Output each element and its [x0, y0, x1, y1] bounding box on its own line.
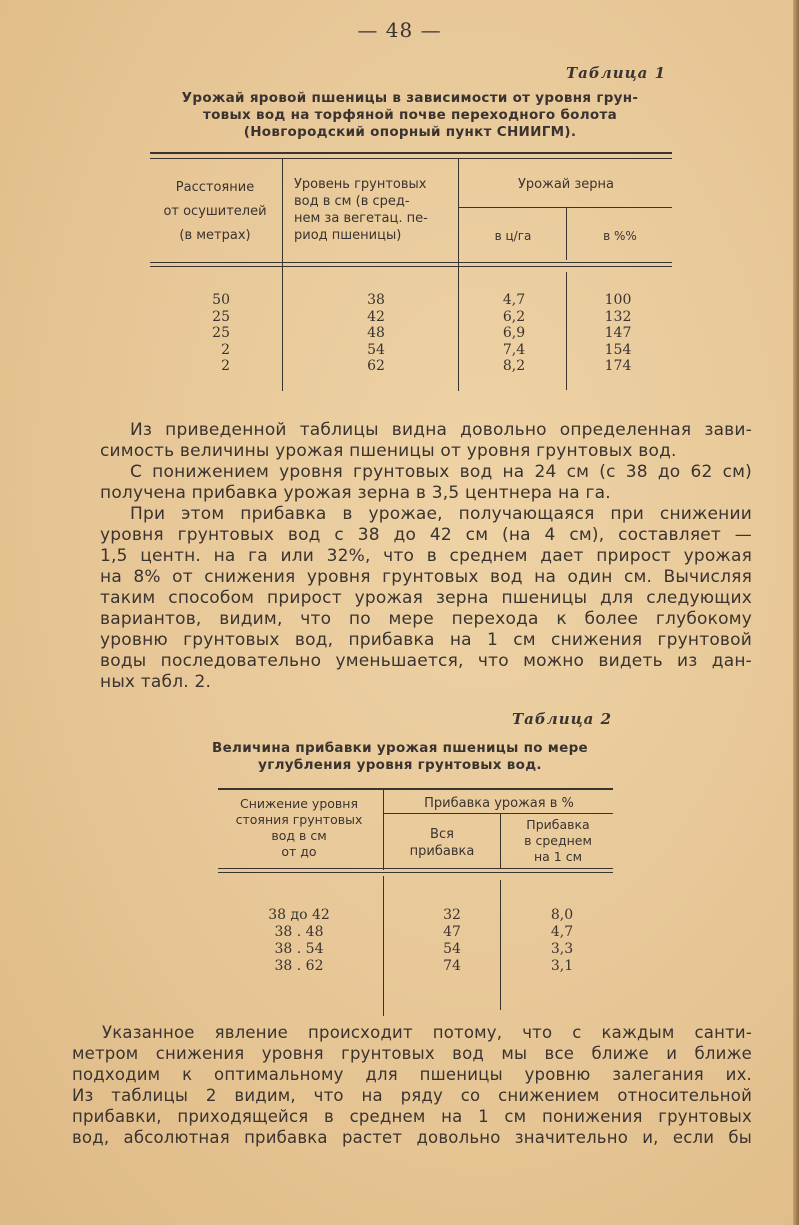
paragraph-1: Из приведенной таблицы видна довольно определенная зави- симость величины урожая пшеницы от уровня грунтовых вод. С понижением уровня грунтовых вод на 24 см (с 38 до 62 см) получена прибавка урожая зерна в 3,5 центнера на га. При этом прибавка в урожае, получающаяся при снижении уровня грунтовых вод с 38 до 42 см (на 4 см), составляет — 1,5 центн. на га или 32%, что в среднем дает прирост урожая на 8% от снижения уровня грунтовых вод на один см. Вычисляя таким способом прирост урожая зерна пшеницы для следующих вариантов, видим, что по мере перехода к более глубокому уровню грунтовых вод, прибавка на 1 см снижения грунтовой воды последовательно уменьшается, что можно видеть из дан- ных табл. 2. — [100, 420, 752, 692]
table2-header-total: Вся прибавка — [409, 827, 475, 859]
table1-title: Урожай яровой пшеницы в зависимости от уровня грун- товых вод на торфяной почве переходного болота (Новгородский опорный пункт СНИИГМ). — [181, 90, 639, 140]
table-cell: 38 . 48 — [274, 924, 324, 940]
table2-header-rule-2 — [218, 872, 613, 873]
table-cell: 2 — [221, 341, 230, 358]
table-cell: 38 . 62 — [274, 958, 324, 974]
table-cell: 100 — [604, 292, 632, 308]
table1-col-level — [336, 292, 416, 375]
table2-sub-rule — [384, 813, 613, 814]
table1-header-yield-pct: в %% — [603, 229, 637, 243]
table2-vline-1 — [383, 790, 384, 870]
table-cell: 74 — [443, 958, 461, 974]
table-cell: 132 — [604, 308, 632, 325]
table1-col-distance — [150, 292, 230, 375]
table-cell: 6,9 — [502, 325, 526, 341]
table1-vline-4 — [566, 272, 567, 390]
table1-col-pct — [578, 292, 658, 375]
table2-header-increase: Прибавка урожая в % — [424, 796, 574, 811]
table2-col-total — [412, 907, 492, 975]
table1-header-distance: Расстояние от осушителей (в метрах) — [163, 180, 267, 243]
table-cell: 38 . 54 — [274, 941, 324, 957]
table2-header-drop: Снижение уровня стояния грунтовых вод в см от до — [235, 796, 363, 859]
table-cell: 25 — [212, 308, 230, 325]
table1-top-rule-2 — [150, 158, 672, 159]
table-cell: 6,2 — [502, 308, 526, 325]
table-cell: 50 — [212, 292, 230, 308]
table-cell: 147 — [604, 325, 632, 341]
table-cell: 42 — [367, 308, 385, 325]
table1-top-rule — [150, 152, 672, 154]
table2-col-drop — [244, 907, 354, 975]
table2-caption: Таблица 2 — [512, 710, 613, 728]
table1-header-yield-cha: в ц/га — [494, 229, 532, 243]
table1-header-rule-2 — [150, 266, 672, 267]
paragraph-2: Указанное явление происходит потому, что с каждым санти- метром снижения уровня грунтовых вод мы все ближе и ближе подходим к оптимальному для пшеницы уровню залегания их. Из таблицы 2 видим, что на ряду со снижением относительной прибавки, приходящейся в среднем на 1 см понижения грунтовых вод, абсолютная прибавка растет довольно значительно и, если бы — [72, 1023, 752, 1147]
table2-header-rule — [218, 868, 613, 869]
table-cell: 38 — [367, 292, 385, 308]
table-cell: 54 — [443, 941, 461, 957]
table-cell: 7,4 — [502, 341, 526, 358]
table-cell: 54 — [367, 341, 385, 358]
table-cell: 8,0 — [550, 907, 574, 923]
table2-col-avg — [522, 907, 602, 975]
table2-vline-4 — [500, 880, 501, 1010]
table-cell: 38 до 42 — [268, 907, 330, 923]
table1-vline-3 — [566, 208, 567, 260]
table1-header-rule — [150, 262, 672, 263]
table2-top-rule — [218, 788, 613, 790]
table-cell: 154 — [604, 341, 632, 358]
table2-vline-3 — [500, 814, 501, 868]
table1-sub-rule — [459, 207, 672, 208]
table-cell: 62 — [367, 358, 385, 374]
table1-caption: Таблица 1 — [566, 64, 667, 82]
page-edge — [793, 0, 799, 1225]
table2-vline-2 — [383, 876, 384, 1016]
table-cell: 3,3 — [550, 941, 574, 957]
table1-col-cha — [474, 292, 554, 375]
table-cell: 32 — [443, 907, 461, 923]
table2-header-avg: Прибавка в среднем на 1 см — [524, 817, 592, 864]
table1-header-level: Уровень грунтовых вод в см (в сред- нем за вегетац. пе- риод пшеницы) — [294, 177, 428, 243]
page-number: — 48 — — [357, 18, 442, 42]
table-cell: 2 — [221, 358, 230, 374]
table-cell: 4,7 — [550, 924, 574, 940]
table-cell: 48 — [367, 325, 385, 341]
table1-vline-1 — [282, 159, 283, 391]
table-cell: 174 — [604, 358, 632, 374]
table-cell: 8,2 — [502, 358, 526, 374]
table-cell: 47 — [443, 924, 461, 940]
table-cell: 3,1 — [550, 958, 574, 974]
table-cell: 25 — [212, 325, 230, 341]
table-cell: 4,7 — [502, 292, 526, 308]
table1-header-yield: Урожай зерна — [517, 177, 614, 192]
table2-title: Величина прибавки урожая пшеницы по мере углубления уровня грунтовых вод. — [212, 740, 588, 773]
